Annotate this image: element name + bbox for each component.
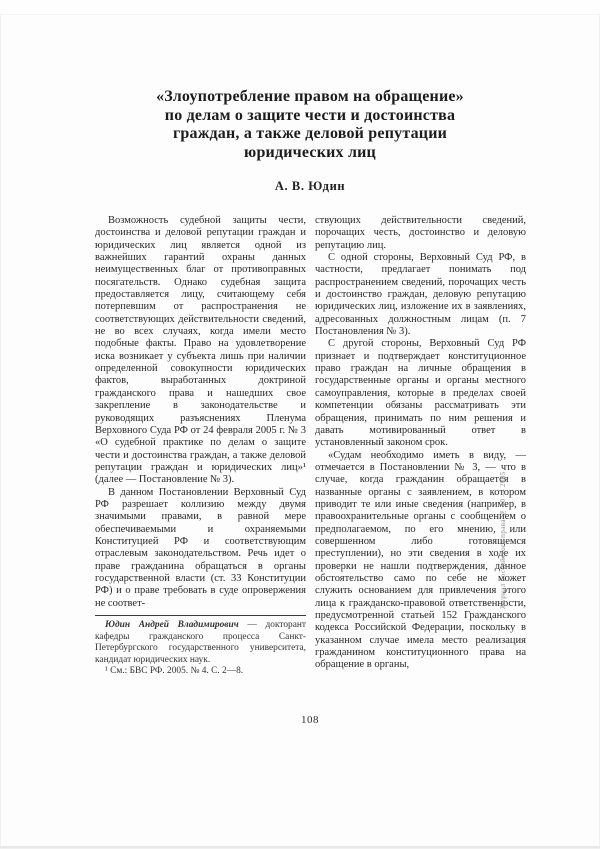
paragraph: ствующих действительности сведений, порочащих честь, достоинство и деловую репутацию лиц.	[315, 215, 526, 251]
paragraph: С другой стороны, Верховный Суд РФ признает и подтверждает конституционное право граждан на личные обращения в государственные органы и органы местного самоуправления, которые в пределах своей компетенции обязаны рассматривать эти обращения, принимать по ним решения и давать мотивированный ответ в установленный законом срок.	[315, 338, 526, 449]
journal-sidebar-caption: Журнал российского права № 10 — 2005	[499, 471, 507, 610]
author-footnote	[95, 620, 306, 666]
author-footnote-name: Юдин Андрей Владимирович	[105, 620, 239, 630]
article-author: А. В. Юдин	[274, 179, 346, 193]
paragraph: В данном Постановлении Верховный Суд РФ разрешает коллизию между двумя значимыми правами, в равной мере обеспечиваемыми и охраняемыми Конституцией РФ и соответствующим отраслевым законодательством. Речь идет о праве гражданина обращаться в органы государственной власти (ст. 33 Конституции РФ) и о праве требовать в суде опровержения не соответ-	[95, 486, 306, 609]
author-footnote-text: — докторант кафедры гражданского процесса Санкт-Петербургского государственного университета, кандидат юридических наук.	[95, 620, 306, 665]
article-header	[95, 88, 525, 194]
paragraph: «Судам необходимо иметь в виду, — отмечается в Постановлении № 3, — что в случае, когда гражданин обращается в названные органы с заявлением, в котором приводит те или иные сведения (например, в правоохранительные органы с сообщением о предполагаемом, по его мнению, или совершенном либо готовящемся преступлении), но эти сведения в ходе их проверки не нашли подтверждения, данное обстоятельство само по себе не может служить основанием для привлечения этого лица к гражданско-правовой ответственности, предусмотренной статьей 152 Гражданского кодекса Российской Федерации, поскольку в указанном случае имела место реализация гражданином конституционного права на обращение в органы,	[315, 449, 526, 671]
article-title-line: по делам о защите чести и достоинства	[164, 106, 456, 124]
left-column	[95, 215, 306, 678]
footnote-divider	[95, 615, 306, 616]
footnote-citation: ¹ См.: БВС РФ. 2005. № 4. С. 2—8.	[105, 666, 244, 677]
right-column	[315, 215, 526, 678]
article-body	[95, 215, 525, 678]
article-title	[95, 88, 525, 162]
paragraph: С одной стороны, Верховный Суд РФ, в частности, предлагает понимать под распространением сведений, порочащих честь и достоинство граждан, деловую репутацию юридических лиц, изложение их в заявлениях, адресованных должностным лицам (п. 7 Постановления № 3).	[315, 252, 526, 338]
paragraph: Возможность судебной защиты чести, достоинства и деловой репутации граждан и юридических лиц является одной из важнейших гарантий охраны данных неимущественных благ от противоправных посягательств. Однако судебная защита предоставляется лицу, считающему себя потерпевшим от распространения не соответствующих действительности сведений, не во всех случаях, когда имели место подобные факты. Право на удовлетворение иска возникает у субъекта лишь при наличии определенной совокупности юридических фактов, выработанных доктриной гражданского права и нашедших свое закрепление в законодательстве и руководящих разъяснениях Пленума Верховного Суда РФ от 24 февраля 2005 г. № 3 «О судебной практике по делам о защите чести и достоинства граждан, а также деловой репутации граждан и юридических лиц»¹ (далее — Постановление № 3).	[95, 215, 306, 486]
article-title-line: «Злоупотребление правом на обращение»	[156, 88, 464, 105]
page-number: 108	[301, 714, 319, 726]
article-title-line: юридических лиц	[244, 143, 376, 161]
page-content	[95, 88, 525, 678]
article-title-line: граждан, а также деловой репутации	[172, 125, 448, 142]
